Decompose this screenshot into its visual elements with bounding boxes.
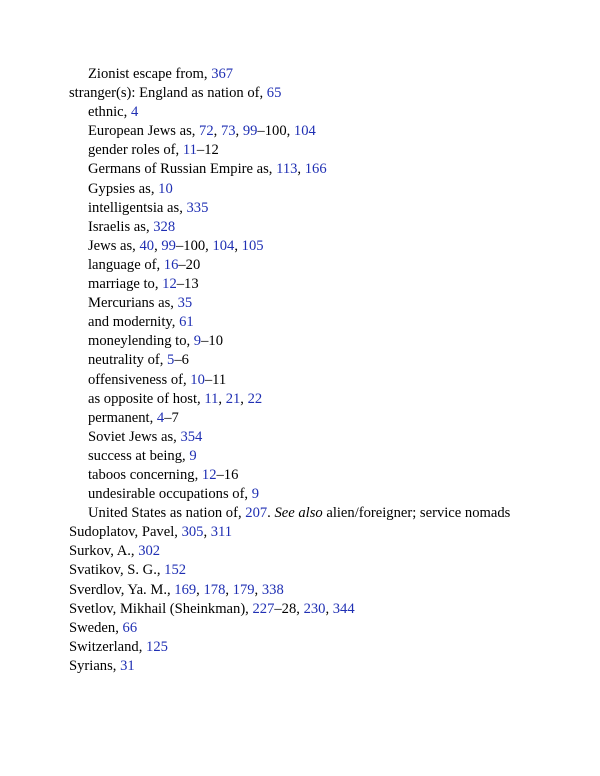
index-subentry — [0, 371, 600, 390]
index-entry — [0, 581, 600, 600]
page-link[interactable]: 179 — [232, 581, 255, 598]
page-link[interactable]: 104 — [293, 123, 316, 140]
page-link[interactable]: 65 — [266, 85, 282, 102]
entry-text: Gypsies as, — [88, 180, 159, 197]
entry-text: –10 — [201, 333, 223, 350]
index-entry — [0, 542, 600, 561]
index-entry — [0, 619, 600, 638]
entry-text: intelligentsia as, — [88, 199, 187, 216]
page-link[interactable]: 21 — [225, 390, 241, 407]
entry-text: , — [203, 524, 211, 541]
index-subentry — [0, 332, 600, 351]
entry-text: Zionist escape from, — [88, 66, 212, 82]
page-link[interactable]: 31 — [120, 657, 135, 674]
entry-text: , — [325, 600, 333, 617]
entry-text: Svetlov, Mikhail (Sheinkman), — [69, 600, 253, 617]
entry-text: , — [225, 581, 233, 598]
entry-text: –100, — [257, 123, 294, 140]
page-link[interactable]: 99 — [161, 237, 176, 254]
page-link[interactable]: 328 — [153, 218, 176, 235]
page-link[interactable]: 166 — [304, 161, 327, 178]
index-subentry — [0, 237, 600, 256]
entry-text: –13 — [176, 276, 199, 293]
entry-text: –6 — [174, 352, 189, 369]
index-subentry — [0, 103, 600, 122]
index-subentry — [0, 141, 600, 160]
entry-text: , — [240, 390, 248, 407]
entry-text: Mercurians as, — [88, 295, 178, 312]
index-entry — [0, 84, 600, 103]
entry-text: , — [297, 161, 305, 178]
page-link[interactable]: 105 — [241, 237, 264, 254]
entry-text: success at being, — [88, 447, 190, 464]
index-entry — [0, 600, 600, 619]
entry-text: offensiveness of, — [88, 371, 191, 388]
page-link[interactable]: 207 — [245, 505, 268, 522]
entry-text: marriage to, — [88, 276, 163, 293]
entry-text: Soviet Jews as, — [88, 428, 181, 445]
entry-text: permanent, — [88, 409, 157, 426]
index-subentry — [0, 275, 600, 294]
page-link[interactable]: 10 — [158, 180, 173, 197]
index-subentry — [0, 313, 600, 332]
page-link[interactable]: 11 — [182, 142, 197, 159]
entry-text: stranger(s): England as nation of, — [69, 85, 267, 102]
page-link[interactable]: 11 — [204, 390, 219, 407]
page-link[interactable]: 9 — [193, 333, 202, 350]
index-subentry — [0, 466, 600, 485]
entry-text: , — [196, 581, 204, 598]
entry-text: –12 — [196, 142, 219, 159]
entry-text: , — [234, 237, 242, 254]
index-subentry — [0, 218, 600, 237]
page-link[interactable]: 72 — [199, 123, 214, 140]
index-page — [0, 65, 600, 676]
index-subentry — [0, 294, 600, 313]
entry-text: , — [154, 237, 162, 254]
index-subentry — [0, 122, 600, 141]
entry-text: Syrians, — [69, 657, 121, 674]
page-link[interactable]: 4 — [156, 409, 165, 426]
entry-text: undesirable occupations of, — [88, 486, 252, 503]
index-subentry — [0, 485, 600, 504]
entry-text: Germans of Russian Empire as, — [88, 161, 277, 178]
entry-text: , — [218, 390, 226, 407]
index-subentry — [0, 256, 600, 275]
entry-text: , — [213, 123, 221, 140]
entry-text: Switzerland, — [69, 638, 147, 655]
entry-text: alien/foreigner; service nomads — [322, 505, 511, 522]
entry-text: Sverdlov, Ya. M., — [69, 581, 175, 598]
index-subentry — [0, 180, 600, 199]
page-link[interactable]: 335 — [186, 199, 209, 216]
page-link[interactable]: 12 — [162, 276, 177, 293]
page-link[interactable]: 40 — [139, 237, 155, 254]
page-link[interactable]: 5 — [167, 352, 175, 369]
page-link[interactable]: 125 — [146, 638, 168, 655]
page-link[interactable]: 104 — [212, 237, 235, 254]
index-subentry — [0, 447, 600, 466]
page-link[interactable]: 338 — [261, 581, 284, 598]
see-also-label: See also — [274, 505, 323, 522]
entry-text: . — [267, 505, 275, 522]
index-subentry — [0, 351, 600, 370]
index-entry — [0, 638, 600, 657]
entry-text: –16 — [216, 466, 239, 483]
page-link[interactable]: 73 — [220, 123, 236, 140]
index-subentry — [0, 409, 600, 428]
index-subentry — [0, 199, 600, 218]
page-link[interactable]: 230 — [303, 600, 326, 617]
page-link[interactable]: 9 — [189, 447, 197, 464]
index-entry — [0, 657, 600, 676]
entry-text: –100, — [175, 237, 213, 254]
entry-text: taboos concerning, — [88, 466, 202, 483]
page-link[interactable]: 4 — [130, 104, 139, 121]
page-link[interactable]: 367 — [211, 66, 234, 82]
page-link[interactable]: 152 — [164, 562, 187, 579]
page-link[interactable]: 311 — [210, 524, 233, 541]
entry-text: Sweden, — [69, 619, 123, 636]
entry-text: –20 — [178, 256, 201, 273]
entry-text: and modernity, — [88, 314, 180, 331]
page-link[interactable]: 113 — [276, 161, 298, 178]
index-entry — [0, 523, 600, 542]
index-entry — [0, 561, 600, 580]
entry-text: Svatikov, S. G., — [69, 562, 165, 579]
page-link[interactable]: 12 — [201, 466, 217, 483]
entry-text: United States as nation of, — [88, 505, 246, 522]
index-subentry — [0, 428, 600, 447]
index-subentry — [0, 160, 600, 179]
page-link[interactable]: 178 — [203, 581, 226, 598]
page-link[interactable]: 61 — [179, 314, 194, 331]
page-link[interactable]: 9 — [251, 486, 260, 503]
entry-text: Surkov, A., — [69, 543, 139, 560]
entry-text: language of, — [88, 256, 164, 273]
page-link[interactable]: 344 — [332, 600, 355, 617]
entry-text: gender roles of, — [88, 142, 183, 159]
index-subentry — [0, 504, 600, 523]
entry-text: , — [254, 581, 262, 598]
entry-text: moneylending to, — [88, 333, 194, 350]
entry-text: , — [235, 123, 243, 140]
entry-text: Sudoplatov, Pavel, — [69, 524, 182, 541]
entry-text: Israelis as, — [88, 218, 154, 235]
index-subentry — [0, 65, 600, 84]
entry-text: –7 — [164, 409, 179, 426]
entry-text: –28, — [274, 600, 304, 617]
page-link[interactable]: 227 — [252, 600, 275, 617]
entry-text: neutrality of, — [88, 352, 168, 369]
entry-text: ethnic, — [88, 104, 131, 121]
page-link[interactable]: 35 — [177, 295, 193, 312]
page-link[interactable]: 99 — [242, 123, 258, 140]
page-link[interactable]: 10 — [190, 371, 205, 388]
entry-text: European Jews as, — [88, 123, 200, 140]
entry-text: Jews as, — [88, 237, 140, 254]
page-link[interactable]: 22 — [247, 390, 263, 407]
page-link[interactable]: 16 — [163, 256, 179, 273]
page-link[interactable]: 302 — [138, 543, 161, 560]
page-link[interactable]: 305 — [181, 524, 204, 541]
page-link[interactable]: 169 — [174, 581, 197, 598]
entry-text: –11 — [204, 371, 227, 388]
page-link[interactable]: 354 — [180, 428, 203, 445]
page-link[interactable]: 66 — [122, 619, 138, 636]
index-subentry — [0, 390, 600, 409]
entry-text: as opposite of host, — [88, 390, 205, 407]
